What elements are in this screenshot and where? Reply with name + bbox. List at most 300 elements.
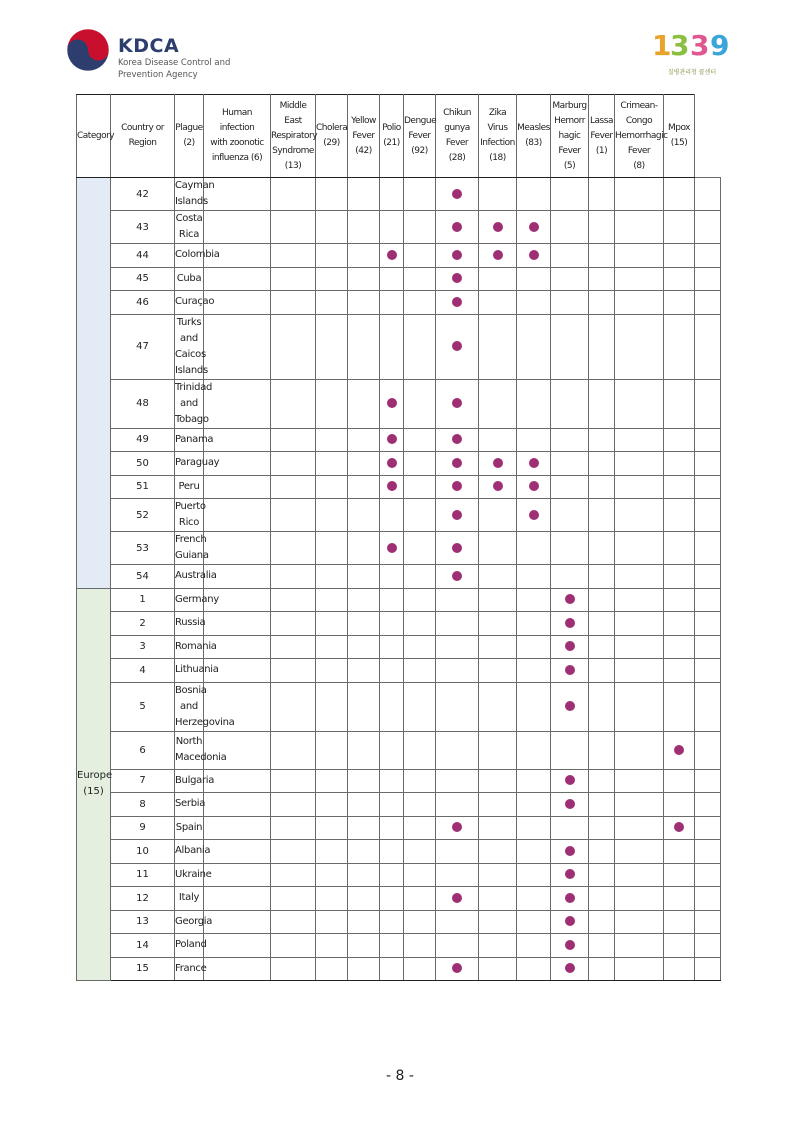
- disease-cell: [695, 588, 721, 612]
- disease-cell: [517, 267, 551, 291]
- country-name: Russia: [175, 612, 204, 636]
- disease-cell: [517, 532, 551, 565]
- table-row: [77, 957, 721, 981]
- table-row: [77, 499, 721, 532]
- disease-cell: [615, 793, 664, 817]
- disease-cell: [271, 840, 316, 864]
- table-row: [77, 731, 721, 769]
- country-name: French Guiana: [175, 532, 204, 565]
- disease-cell: [404, 840, 436, 864]
- disease-cell: [348, 532, 380, 565]
- disease-cell: [436, 957, 479, 981]
- country-name: Puerto Rico: [175, 499, 204, 532]
- disease-cell: [348, 887, 380, 911]
- disease-cell: [380, 588, 404, 612]
- country-name: Paraguay: [175, 452, 204, 476]
- disease-cell: [664, 682, 695, 731]
- table-row: [77, 588, 721, 612]
- disease-cell: [615, 452, 664, 476]
- disease-cell: [204, 816, 271, 840]
- row-number: 9: [111, 816, 175, 840]
- disease-cell: [615, 532, 664, 565]
- country-name: Colombia: [175, 244, 204, 268]
- disease-cell: [436, 244, 479, 268]
- disease-cell: [615, 428, 664, 452]
- disease-cell: [436, 682, 479, 731]
- disease-cell: [404, 863, 436, 887]
- disease-cell: [204, 612, 271, 636]
- disease-cell: [404, 314, 436, 379]
- disease-cell: [664, 178, 695, 211]
- disease-cell: [436, 793, 479, 817]
- table-row: [77, 934, 721, 958]
- row-number: 6: [111, 731, 175, 769]
- disease-cell: [615, 635, 664, 659]
- col-zoonotic-influenza: Human infection with zoonotic influenza (6): [204, 95, 271, 178]
- disease-cell: [517, 612, 551, 636]
- disease-cell: [380, 314, 404, 379]
- disease-cell: [479, 244, 517, 268]
- disease-cell: [517, 957, 551, 981]
- disease-cell: [615, 267, 664, 291]
- disease-cell: [380, 769, 404, 793]
- row-number: 53: [111, 532, 175, 565]
- col-mers: Middle East Respiratory Syndrome (13): [271, 95, 316, 178]
- disease-cell: [316, 314, 348, 379]
- occurrence-dot-icon: [387, 398, 397, 408]
- disease-cell: [436, 291, 479, 315]
- disease-cell: [517, 211, 551, 244]
- disease-cell: [204, 267, 271, 291]
- table-row: [77, 244, 721, 268]
- disease-cell: [404, 887, 436, 911]
- disease-cell: [517, 934, 551, 958]
- disease-cell: [479, 957, 517, 981]
- occurrence-dot-icon: [565, 916, 575, 926]
- table-row: [77, 291, 721, 315]
- disease-cell: [348, 499, 380, 532]
- disease-cell: [380, 612, 404, 636]
- row-number: 15: [111, 957, 175, 981]
- disease-cell: [316, 887, 348, 911]
- disease-cell: [615, 840, 664, 864]
- table-row: [77, 887, 721, 911]
- occurrence-dot-icon: [452, 222, 462, 232]
- disease-cell: [479, 428, 517, 452]
- disease-cell: [204, 957, 271, 981]
- disease-cell: [271, 659, 316, 683]
- disease-cell: [316, 635, 348, 659]
- country-name: Peru: [175, 475, 204, 499]
- disease-cell: [348, 863, 380, 887]
- disease-cell: [479, 769, 517, 793]
- disease-cell: [204, 428, 271, 452]
- category-cell-europe: [77, 588, 111, 981]
- occurrence-dot-icon: [452, 297, 462, 307]
- disease-cell: [589, 475, 615, 499]
- country-name: Australia: [175, 565, 204, 589]
- disease-cell: [271, 452, 316, 476]
- country-name: Curaçao: [175, 291, 204, 315]
- disease-cell: [348, 244, 380, 268]
- disease-cell: [551, 211, 589, 244]
- disease-cell: [271, 565, 316, 589]
- disease-cell: [695, 731, 721, 769]
- disease-cell: [615, 499, 664, 532]
- disease-cell: [664, 565, 695, 589]
- occurrence-dot-icon: [387, 543, 397, 553]
- country-name: Spain: [175, 816, 204, 840]
- disease-cell: [436, 769, 479, 793]
- disease-cell: [380, 428, 404, 452]
- disease-cell: [589, 499, 615, 532]
- category-cell-americas-oceania: [77, 178, 111, 589]
- col-cchf: Crimean- Congo Hemorrhagic Fever (8): [615, 95, 664, 178]
- disease-cell: [348, 379, 380, 428]
- disease-cell: [404, 769, 436, 793]
- disease-cell: [348, 635, 380, 659]
- occurrence-dot-icon: [565, 665, 575, 675]
- disease-cell: [436, 910, 479, 934]
- disease-cell: [348, 452, 380, 476]
- disease-cell: [479, 682, 517, 731]
- disease-cell: [380, 452, 404, 476]
- kdca-wordmark: [118, 36, 230, 80]
- occurrence-dot-icon: [452, 543, 462, 553]
- occurrence-dot-icon: [565, 799, 575, 809]
- disease-cell: [348, 840, 380, 864]
- disease-cell: [551, 934, 589, 958]
- disease-cell: [380, 957, 404, 981]
- disease-cell: [695, 769, 721, 793]
- country-name: Ukraine: [175, 863, 204, 887]
- table-row: [77, 314, 721, 379]
- disease-cell: [589, 957, 615, 981]
- country-name: Trinidad and Tobago: [175, 379, 204, 428]
- disease-cell: [517, 910, 551, 934]
- disease-cell: [348, 682, 380, 731]
- disease-cell: [404, 379, 436, 428]
- row-number: 54: [111, 565, 175, 589]
- disease-cell: [348, 612, 380, 636]
- table-row: [77, 659, 721, 683]
- col-chikungunya: Chikun gunya Fever (28): [436, 95, 479, 178]
- occurrence-dot-icon: [493, 250, 503, 260]
- disease-cell: [436, 428, 479, 452]
- disease-cell: [380, 211, 404, 244]
- row-number: 11: [111, 863, 175, 887]
- disease-cell: [589, 428, 615, 452]
- table-row: [77, 612, 721, 636]
- disease-cell: [479, 793, 517, 817]
- disease-cell: [404, 452, 436, 476]
- category-count: (15): [83, 786, 104, 798]
- org-full-name-line1: Korea Disease Control and: [118, 58, 231, 68]
- disease-cell: [664, 910, 695, 934]
- disease-cell: [664, 863, 695, 887]
- country-name: Panama: [175, 428, 204, 452]
- disease-cell: [271, 682, 316, 731]
- disease-cell: [695, 635, 721, 659]
- disease-cell: [271, 588, 316, 612]
- table-row: [77, 816, 721, 840]
- disease-cell: [664, 532, 695, 565]
- disease-cell: [517, 565, 551, 589]
- disease-cell: [380, 887, 404, 911]
- disease-cell: [589, 588, 615, 612]
- table-row: [77, 178, 721, 211]
- disease-cell: [380, 682, 404, 731]
- disease-cell: [380, 840, 404, 864]
- col-marburg: Marburg Hemorr hagic Fever (5): [551, 95, 589, 178]
- disease-cell: [348, 314, 380, 379]
- disease-cell: [589, 731, 615, 769]
- disease-cell: [271, 314, 316, 379]
- disease-cell: [695, 659, 721, 683]
- disease-cell: [551, 314, 589, 379]
- occurrence-dot-icon: [452, 481, 462, 491]
- disease-cell: [551, 588, 589, 612]
- disease-cell: [615, 769, 664, 793]
- disease-cell: [615, 816, 664, 840]
- disease-cell: [404, 267, 436, 291]
- row-number: 43: [111, 211, 175, 244]
- occurrence-dot-icon: [387, 458, 397, 468]
- disease-cell: [204, 731, 271, 769]
- org-full-name-line2: Prevention Agency: [118, 70, 198, 80]
- disease-cell: [348, 267, 380, 291]
- disease-cell: [204, 910, 271, 934]
- disease-cell: [615, 910, 664, 934]
- disease-cell: [271, 635, 316, 659]
- row-number: 2: [111, 612, 175, 636]
- disease-cell: [271, 379, 316, 428]
- row-number: 45: [111, 267, 175, 291]
- disease-cell: [479, 379, 517, 428]
- col-yellow-fever: Yellow Fever (42): [348, 95, 380, 178]
- disease-cell: [551, 816, 589, 840]
- category-label: Europe: [77, 770, 113, 782]
- disease-cell: [271, 793, 316, 817]
- disease-cell: [380, 499, 404, 532]
- col-polio: Polio (21): [380, 95, 404, 178]
- disease-cell: [348, 475, 380, 499]
- disease-cell: [589, 840, 615, 864]
- occurrence-dot-icon: [565, 963, 575, 973]
- disease-cell: [615, 565, 664, 589]
- disease-cell: [615, 682, 664, 731]
- col-zika: Zika Virus Infection (18): [479, 95, 517, 178]
- row-number: 1: [111, 588, 175, 612]
- disease-cell: [479, 816, 517, 840]
- disease-cell: [664, 588, 695, 612]
- disease-cell: [348, 957, 380, 981]
- disease-cell: [589, 452, 615, 476]
- country-name: France: [175, 957, 204, 981]
- disease-cell: [479, 565, 517, 589]
- disease-cell: [316, 267, 348, 291]
- occurrence-dot-icon: [452, 510, 462, 520]
- country-name: Bulgaria: [175, 769, 204, 793]
- disease-cell: [204, 532, 271, 565]
- disease-cell: [404, 612, 436, 636]
- disease-cell: [664, 816, 695, 840]
- disease-cell: [589, 635, 615, 659]
- disease-cell: [380, 267, 404, 291]
- table-row: [77, 565, 721, 589]
- row-number: 8: [111, 793, 175, 817]
- disease-cell: [664, 934, 695, 958]
- disease-cell: [517, 314, 551, 379]
- disease-cell: [436, 211, 479, 244]
- disease-cell: [664, 475, 695, 499]
- disease-cell: [316, 682, 348, 731]
- disease-cell: [664, 428, 695, 452]
- disease-cell: [479, 731, 517, 769]
- disease-cell: [204, 475, 271, 499]
- disease-cell: [316, 475, 348, 499]
- disease-cell: [589, 612, 615, 636]
- disease-cell: [615, 379, 664, 428]
- row-number: 51: [111, 475, 175, 499]
- disease-cell: [404, 910, 436, 934]
- disease-cell: [436, 565, 479, 589]
- table-row: [77, 769, 721, 793]
- disease-cell: [380, 379, 404, 428]
- disease-cell: [589, 910, 615, 934]
- disease-cell: [479, 532, 517, 565]
- disease-cell: [695, 863, 721, 887]
- disease-cell: [615, 475, 664, 499]
- disease-cell: [551, 635, 589, 659]
- svg-text:1: 1: [652, 29, 672, 62]
- disease-cell: [664, 314, 695, 379]
- disease-cell: [380, 659, 404, 683]
- disease-cell: [204, 211, 271, 244]
- occurrence-dot-icon: [565, 594, 575, 604]
- disease-cell: [664, 499, 695, 532]
- disease-cell: [436, 475, 479, 499]
- disease-cell: [380, 934, 404, 958]
- occurrence-dot-icon: [452, 189, 462, 199]
- disease-cell: [316, 957, 348, 981]
- disease-cell: [271, 816, 316, 840]
- occurrence-dot-icon: [452, 273, 462, 283]
- occurrence-dot-icon: [493, 481, 503, 491]
- table-row: [77, 211, 721, 244]
- row-number: 44: [111, 244, 175, 268]
- kdca-emblem-icon: [66, 28, 110, 72]
- disease-cell: [479, 840, 517, 864]
- disease-cell: [204, 934, 271, 958]
- disease-cell: [316, 499, 348, 532]
- disease-cell: [589, 682, 615, 731]
- disease-cell: [517, 887, 551, 911]
- disease-cell: [589, 379, 615, 428]
- disease-cell: [436, 887, 479, 911]
- disease-cell: [316, 565, 348, 589]
- disease-cell: [664, 769, 695, 793]
- table-row: [77, 267, 721, 291]
- occurrence-dot-icon: [452, 571, 462, 581]
- disease-cell: [664, 840, 695, 864]
- occurrence-dot-icon: [565, 846, 575, 856]
- disease-cell: [436, 532, 479, 565]
- table-row: [77, 682, 721, 731]
- disease-cell: [695, 211, 721, 244]
- country-name: Germany: [175, 588, 204, 612]
- disease-cell: [517, 244, 551, 268]
- disease-cell: [380, 731, 404, 769]
- disease-cell: [479, 887, 517, 911]
- disease-cell: [316, 659, 348, 683]
- disease-cell: [380, 863, 404, 887]
- disease-cell: [316, 291, 348, 315]
- disease-cell: [316, 428, 348, 452]
- disease-cell: [551, 244, 589, 268]
- occurrence-dot-icon: [529, 510, 539, 520]
- disease-cell: [404, 588, 436, 612]
- disease-cell: [664, 731, 695, 769]
- disease-cell: [271, 731, 316, 769]
- disease-cell: [551, 612, 589, 636]
- disease-cell: [589, 887, 615, 911]
- disease-cell: [551, 565, 589, 589]
- disease-cell: [615, 863, 664, 887]
- disease-cell: [271, 887, 316, 911]
- table-row: [77, 475, 721, 499]
- disease-cell: [551, 499, 589, 532]
- table-body: [77, 178, 721, 981]
- disease-cell: [436, 863, 479, 887]
- disease-cell: [380, 244, 404, 268]
- disease-cell: [695, 532, 721, 565]
- disease-cell: [380, 178, 404, 211]
- disease-cell: [204, 499, 271, 532]
- disease-cell: [517, 475, 551, 499]
- disease-cell: [479, 588, 517, 612]
- row-number: 47: [111, 314, 175, 379]
- disease-cell: [436, 840, 479, 864]
- occurrence-dot-icon: [565, 893, 575, 903]
- disease-cell: [695, 934, 721, 958]
- disease-cell: [404, 532, 436, 565]
- occurrence-dot-icon: [565, 701, 575, 711]
- disease-cell: [551, 428, 589, 452]
- disease-cell: [316, 211, 348, 244]
- disease-cell: [589, 532, 615, 565]
- table-row: [77, 910, 721, 934]
- row-number: 52: [111, 499, 175, 532]
- disease-cell: [271, 178, 316, 211]
- disease-cell: [404, 731, 436, 769]
- disease-cell: [316, 452, 348, 476]
- disease-cell: [695, 816, 721, 840]
- disease-cell: [436, 612, 479, 636]
- country-name: Cuba: [175, 267, 204, 291]
- disease-cell: [551, 840, 589, 864]
- disease-cell: [436, 635, 479, 659]
- disease-cell: [589, 659, 615, 683]
- occurrence-dot-icon: [529, 222, 539, 232]
- disease-cell: [436, 178, 479, 211]
- occurrence-dot-icon: [565, 869, 575, 879]
- disease-cell: [271, 957, 316, 981]
- hotline-subtitle: 질병관리청 콜센터: [667, 69, 717, 76]
- disease-cell: [479, 635, 517, 659]
- disease-cell: [204, 863, 271, 887]
- disease-cell: [615, 659, 664, 683]
